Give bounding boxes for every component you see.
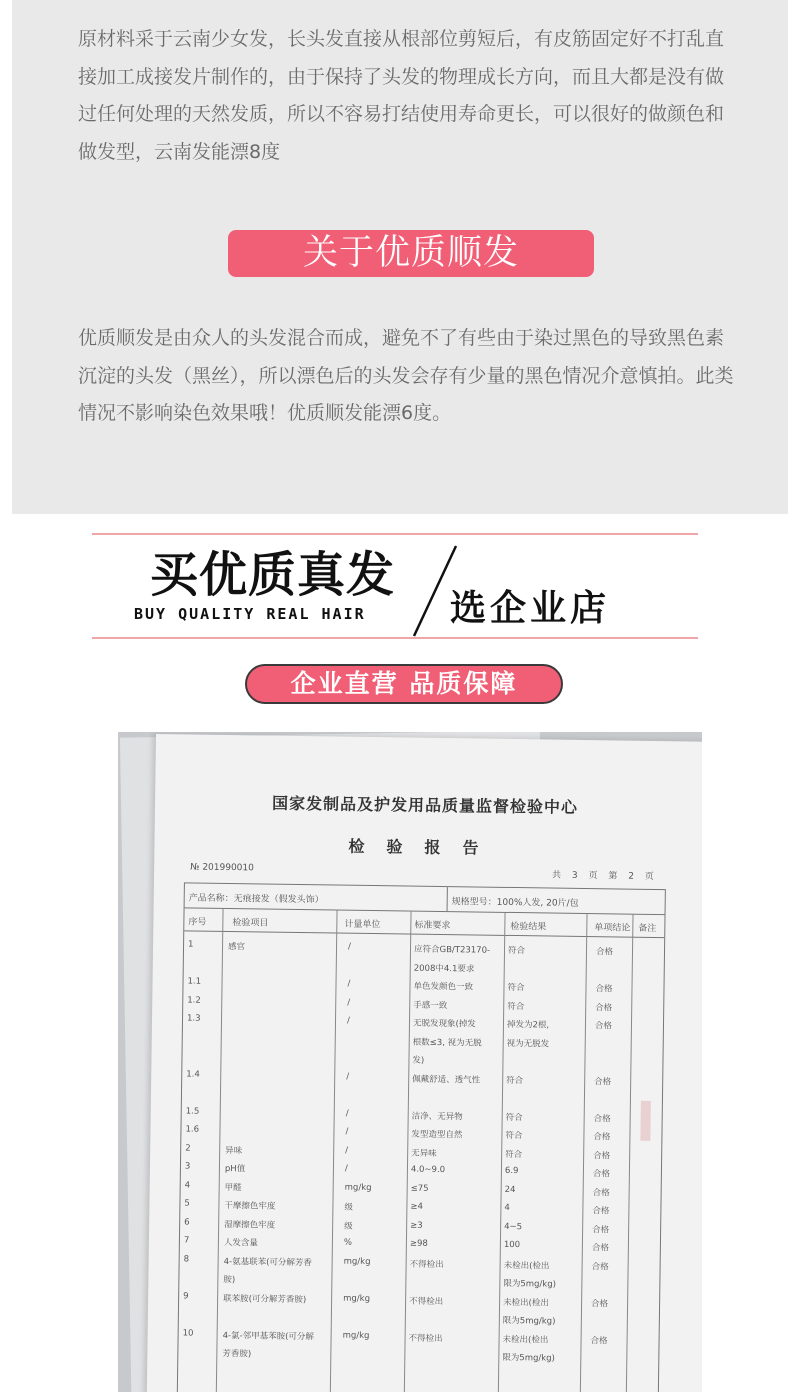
table-cell-unit: /	[346, 1015, 350, 1026]
inspection-report-photo	[118, 732, 702, 1392]
table-cell-req: 发型造型自然	[411, 1129, 463, 1141]
table-cell-item: 联苯胺(可分解芳香胺)	[223, 1293, 307, 1305]
table-cell-item: 湿摩擦色牢度	[224, 1219, 276, 1231]
table-cell-req: 佩戴舒适、透气性	[412, 1074, 481, 1086]
table-column-header: 检验结果	[510, 921, 547, 933]
table-cell-verdict: 合格	[595, 984, 613, 995]
table-column-header: 标准要求	[414, 920, 451, 932]
table-cell-verdict: 合格	[590, 1335, 608, 1346]
table-cell-verdict: 合格	[593, 1113, 611, 1124]
table-cell-unit: mg/kg	[342, 1330, 370, 1341]
table-cell-unit: /	[346, 1071, 350, 1082]
report-subtitle: 检验报告	[348, 836, 501, 858]
table-cell-req: ≥3	[410, 1220, 423, 1231]
stamp-mark	[640, 1101, 651, 1141]
yunnan-hair-description: 原材料采于云南少女发，长头发直接从根部位剪短后，有皮筋固定好不打乱直接加工成接发片制作的，由于保持了头发的物理成长方向，而且大都是没有做过任何处理的天然发质，所以不容易打结使用寿命更长，可以很好的做颜色和做发型，云南发能漂8度	[78, 28, 725, 163]
table-cell-result: 符合	[505, 1130, 523, 1142]
table-cell-result: 100	[503, 1239, 521, 1251]
report-number: № 201990010	[190, 862, 254, 874]
table-column-header: 单项结论	[594, 923, 631, 934]
table-cell-verdict: 合格	[591, 1243, 609, 1254]
table-cell-verdict: 合格	[592, 1206, 610, 1217]
table-cell-no: 6	[184, 1216, 190, 1228]
table-column-header: 检验项目	[232, 918, 269, 929]
table-cell-req: 无脱发现象(掉发	[412, 1018, 476, 1030]
table-cell-no: 7	[183, 1235, 190, 1246]
table-cell-result: 4~5	[504, 1221, 523, 1232]
table-cell-item: pH值	[224, 1164, 246, 1175]
table-cell-no: 3	[184, 1161, 191, 1172]
table-cell-verdict: 合格	[592, 1169, 610, 1180]
table-cell-result: 限为5mg/kg)	[502, 1352, 555, 1364]
table-cell-verdict: 合格	[591, 1261, 609, 1272]
table-cell-no: 1.4	[186, 1068, 200, 1080]
table-cell-result: 限为5mg/kg)	[502, 1315, 556, 1327]
table-cell-no: 1.1	[187, 976, 202, 987]
table-cell-verdict: 合格	[592, 1187, 610, 1198]
table-cell-unit: /	[344, 1163, 348, 1174]
quality-hair-description: 优质顺发是由众人的头发混合而成，避免不了有些由于染过黑色的导致黑色素沉淀的头发（黑丝），所以漂色后的头发会存有少量的黑色情况介意慎拍。此类情况不影响染色效果哦！优质顺发能漂6度。	[78, 327, 734, 424]
table-cell-result: 6.9	[504, 1165, 519, 1177]
table-cell-item: 芳香胺)	[222, 1348, 252, 1360]
table-cell-no: 1	[187, 939, 194, 950]
table-cell-item: 感官	[227, 942, 246, 953]
table-cell-unit: /	[347, 941, 351, 952]
table-cell-verdict: 合格	[592, 1224, 610, 1235]
table-cell-verdict: 合格	[591, 1298, 609, 1309]
product-name: 产品名称：无痕接发（假发头饰）	[188, 893, 324, 906]
table-cell-item: 人发含量	[223, 1237, 258, 1249]
report-title: 国家发制品及护发用品质量监督检验中心	[271, 793, 579, 817]
table-cell-req: 应符合GB/T23170-	[413, 944, 491, 956]
table-cell-result: 4	[504, 1202, 510, 1213]
enterprise-quality-badge: 企业直营 品质保障	[245, 664, 563, 704]
table-cell-unit: mg/kg	[343, 1293, 371, 1304]
table-cell-unit: /	[347, 997, 351, 1008]
table-cell-no: 1.6	[185, 1124, 200, 1135]
table-cell-req: 洁净、无异物	[411, 1111, 463, 1122]
quality-hair-title: 关于优质顺发	[228, 230, 594, 277]
table-cell-result: 未检出(检出	[502, 1334, 549, 1346]
enterprise-store-label: 选企业店	[450, 588, 611, 629]
promo-bottom-rule	[92, 637, 698, 639]
table-cell-unit: %	[343, 1237, 353, 1248]
table-cell-req: 不得检出	[408, 1333, 443, 1344]
table-cell-req: 不得检出	[409, 1259, 444, 1270]
table-cell-unit: mg/kg	[344, 1182, 372, 1193]
table-cell-item: 异味	[225, 1145, 243, 1156]
table-cell-item: 4-氯-邻甲基苯胺(可分解	[222, 1330, 315, 1342]
table-cell-result: 符合	[507, 1001, 525, 1012]
report-table	[176, 908, 666, 1392]
table-cell-req: ≤75	[410, 1183, 429, 1194]
promo-headline: 买优质真发	[150, 547, 396, 603]
table-cell-req: 发)	[412, 1055, 425, 1066]
table-cell-unit: 级	[344, 1221, 353, 1232]
table-cell-unit: /	[347, 978, 351, 989]
table-cell-req: 2008中4.1要求	[413, 963, 475, 974]
table-cell-no: 1.2	[187, 994, 201, 1006]
table-cell-req: 单色发颜色一致	[413, 981, 474, 993]
table-cell-unit: /	[345, 1145, 349, 1156]
table-cell-req: 不得检出	[409, 1296, 444, 1307]
table-cell-verdict: 合格	[593, 1150, 611, 1161]
table-cell-result: 符合	[507, 945, 526, 957]
table-cell-result: 符合	[505, 1149, 523, 1160]
table-cell-verdict: 合格	[595, 1002, 613, 1013]
table-cell-no: 8	[183, 1253, 190, 1265]
table-cell-req: ≥4	[410, 1201, 424, 1212]
promo-subhead: BUY QUALITY REAL HAIR	[134, 605, 366, 623]
table-cell-result: 视为无脱发	[506, 1038, 550, 1050]
table-cell-unit: mg/kg	[343, 1256, 371, 1267]
table-cell-result: 限为5mg/kg)	[503, 1278, 557, 1290]
table-cell-result: 24	[504, 1184, 516, 1195]
table-cell-req: ≥98	[409, 1238, 428, 1249]
table-cell-result: 符合	[507, 982, 525, 994]
table-cell-result: 符合	[505, 1112, 523, 1123]
report-page: 共 3 页 第 2 页	[551, 870, 658, 883]
table-cell-req: 无异味	[411, 1148, 437, 1159]
table-cell-item: 胺)	[223, 1274, 236, 1286]
table-cell-unit: 级	[344, 1202, 353, 1213]
table-cell-item: 干摩擦色牢度	[224, 1201, 276, 1212]
table-cell-verdict: 合格	[593, 1132, 611, 1143]
table-cell-no: 4	[184, 1179, 191, 1191]
table-cell-req: 手感一致	[413, 1000, 448, 1011]
table-cell-no: 9	[183, 1290, 189, 1302]
table-column-header: 备注	[638, 923, 657, 935]
table-cell-verdict: 合格	[594, 1076, 612, 1087]
table-column-header: 序号	[188, 917, 207, 928]
table-cell-req: 4.0~9.0	[410, 1164, 446, 1176]
report-sheet	[146, 734, 702, 1392]
table-cell-no: 1.3	[186, 1013, 201, 1024]
table-cell-unit: /	[345, 1126, 349, 1137]
table-cell-item: 甲醛	[224, 1182, 242, 1193]
table-cell-result: 未检出(检出	[503, 1260, 550, 1272]
promo-top-rule	[92, 533, 698, 535]
table-cell-item: 4-氨基联苯(可分解芳香	[223, 1256, 312, 1268]
table-cell-unit: /	[345, 1108, 349, 1119]
table-cell-result: 掉发为2根,	[506, 1019, 550, 1031]
table-cell-verdict: 合格	[594, 1021, 613, 1032]
table-cell-no: 1.5	[185, 1105, 200, 1117]
table-cell-no: 10	[182, 1327, 194, 1339]
table-cell-verdict: 合格	[595, 947, 614, 958]
table-cell-result: 未检出(检出	[503, 1297, 549, 1309]
table-column-header: 计量单位	[344, 919, 381, 931]
table-cell-no: 5	[184, 1198, 190, 1209]
table-cell-req: 根数≤3, 视为无脱	[412, 1037, 482, 1049]
table-cell-no: 2	[185, 1142, 191, 1154]
product-spec: 规格型号：100%人发, 20片/包	[447, 887, 583, 913]
table-cell-result: 符合	[506, 1075, 524, 1086]
